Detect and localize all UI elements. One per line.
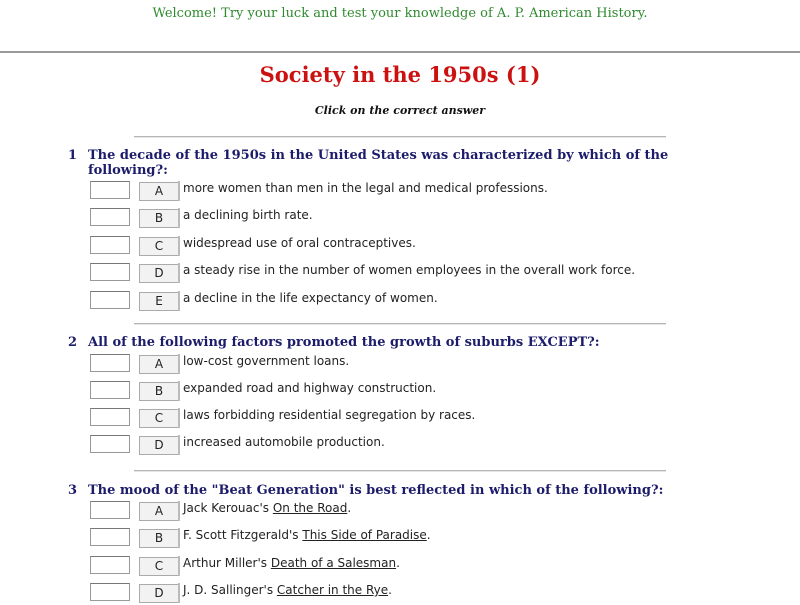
divider [178, 263, 180, 283]
page-title: Society in the 1950s (1) [259, 62, 541, 87]
answer-feedback-box [90, 583, 130, 601]
separator [134, 136, 666, 138]
answer-button-d[interactable]: D [139, 584, 179, 603]
answer-feedback-box [90, 381, 130, 399]
answer-row [90, 381, 730, 403]
answer-text: F. Scott Fitzgerald's This Side of Paradise. [183, 528, 431, 542]
answer-feedback-box [90, 236, 130, 254]
answer-row [90, 291, 730, 313]
divider [178, 208, 180, 228]
answer-button-d[interactable]: D [139, 436, 179, 455]
answer-row [90, 181, 730, 203]
answer-button-c[interactable]: C [139, 237, 179, 256]
answer-text: J. D. Sallinger's Catcher in the Rye. [183, 583, 392, 597]
answer-text: increased automobile production. [183, 435, 385, 449]
answer-row [90, 354, 730, 376]
answer-feedback-box [90, 435, 130, 453]
answer-row [90, 236, 730, 258]
answer-button-b[interactable]: B [139, 529, 179, 548]
answer-button-a[interactable]: A [139, 182, 179, 201]
answer-text: widespread use of oral contraceptives. [183, 236, 416, 250]
answer-button-d[interactable]: D [139, 264, 179, 283]
answer-feedback-box [90, 501, 130, 519]
answer-feedback-box [90, 208, 130, 226]
answer-row [90, 556, 730, 578]
divider [178, 556, 180, 576]
answer-button-e[interactable]: E [139, 292, 179, 311]
divider [178, 381, 180, 401]
divider [178, 408, 180, 428]
answer-text: expanded road and highway construction. [183, 381, 437, 395]
answer-text: a declining birth rate. [183, 208, 313, 222]
divider [178, 181, 180, 201]
answer-button-a[interactable]: A [139, 502, 179, 521]
divider [178, 583, 180, 603]
answer-text: Arthur Miller's Death of a Salesman. [183, 556, 400, 570]
divider [178, 528, 180, 548]
instruction-text: Click on the correct answer [314, 104, 486, 117]
answer-row [90, 501, 730, 523]
answer-row [90, 528, 730, 550]
question-text: All of the following factors promoted the growth of suburbs EXCEPT?: [88, 335, 600, 350]
question-number: 2 [68, 335, 78, 350]
answer-feedback-box [90, 263, 130, 281]
divider [178, 236, 180, 256]
header-divider [0, 51, 800, 53]
answer-row [90, 408, 730, 430]
answer-row [90, 208, 730, 230]
answer-button-b[interactable]: B [139, 382, 179, 401]
divider [178, 501, 180, 521]
answer-row [90, 435, 730, 457]
answer-feedback-box [90, 408, 130, 426]
separator [134, 323, 666, 325]
divider [178, 354, 180, 374]
answer-feedback-box [90, 528, 130, 546]
question-text: The decade of the 1950s in the United States was characterized by which of the following?: [88, 148, 669, 178]
answer-text: low-cost government loans. [183, 354, 350, 368]
answer-feedback-box [90, 354, 130, 372]
answer-feedback-box [90, 181, 130, 199]
answer-feedback-box [90, 291, 130, 309]
answer-button-c[interactable]: C [139, 557, 179, 576]
answer-text: more women than men in the legal and medical professions. [183, 181, 548, 195]
answer-row [90, 263, 730, 285]
separator [134, 470, 666, 472]
answer-text: Jack Kerouac's On the Road. [183, 501, 352, 515]
question-number: 1 [68, 148, 78, 163]
answer-button-a[interactable]: A [139, 355, 179, 374]
answer-button-c[interactable]: C [139, 409, 179, 428]
question-number: 3 [68, 483, 78, 498]
divider [178, 291, 180, 311]
divider [178, 435, 180, 455]
answer-text: laws forbidding residential segregation by races. [183, 408, 476, 422]
question-text: The mood of the "Beat Generation" is best reflected in which of the following?: [88, 483, 664, 498]
welcome-message: Welcome! Try your luck and test your knowledge of A. P. American History. [152, 6, 648, 21]
answer-text: a steady rise in the number of women employees in the overall work force. [183, 263, 636, 277]
answer-row [90, 583, 730, 605]
answer-text: a decline in the life expectancy of women. [183, 291, 438, 305]
answer-button-b[interactable]: B [139, 209, 179, 228]
answer-feedback-box [90, 556, 130, 574]
